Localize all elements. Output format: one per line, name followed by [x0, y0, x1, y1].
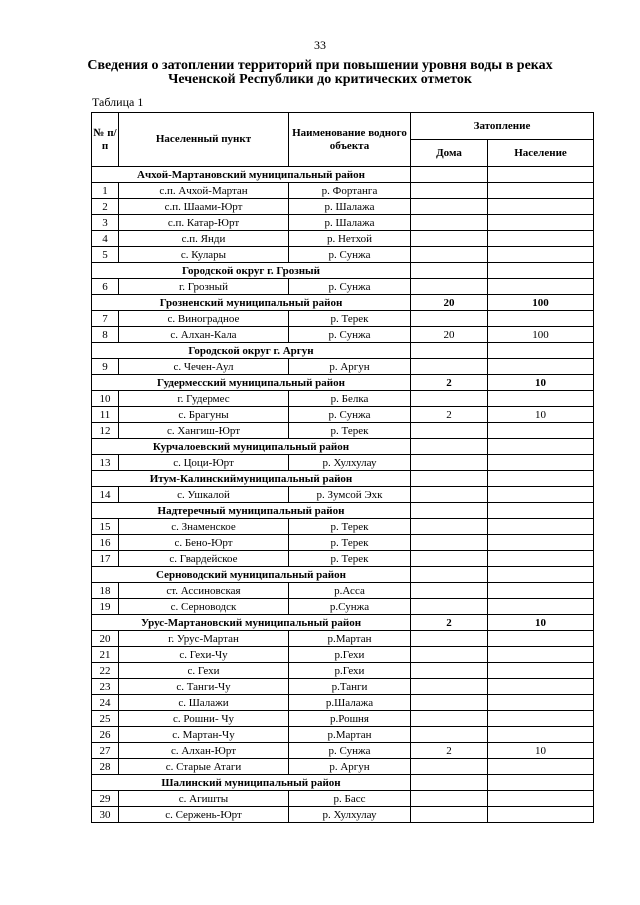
- population-cell: [488, 455, 594, 471]
- table-row: [92, 727, 594, 743]
- settlement-cell: с. Цоци-Юрт: [119, 455, 289, 471]
- houses-cell: [411, 487, 488, 503]
- row-number: 19: [92, 599, 119, 615]
- district-name: Городской округ г. Аргун: [92, 343, 411, 359]
- district-row: [92, 503, 594, 519]
- population-cell: [488, 583, 594, 599]
- settlement-cell: с.п. Шаами-Юрт: [119, 199, 289, 215]
- settlement-cell: с. Алхан-Кала: [119, 327, 289, 343]
- table-row: [92, 791, 594, 807]
- houses-cell: [411, 183, 488, 199]
- population-cell: [488, 807, 594, 823]
- houses-cell: [411, 551, 488, 567]
- row-number: 13: [92, 455, 119, 471]
- houses-cell: [411, 359, 488, 375]
- row-number: 3: [92, 215, 119, 231]
- district-row: [92, 615, 594, 631]
- population-cell: [488, 791, 594, 807]
- houses-cell: [411, 727, 488, 743]
- table-header: [92, 113, 594, 167]
- district-row: [92, 263, 594, 279]
- row-number: 14: [92, 487, 119, 503]
- houses-cell: [411, 775, 488, 791]
- population-cell: [488, 631, 594, 647]
- water-body-cell: р. Басс: [289, 791, 411, 807]
- row-number: 25: [92, 711, 119, 727]
- table-row: [92, 327, 594, 343]
- settlement-cell: с. Ушкалой: [119, 487, 289, 503]
- houses-cell: [411, 423, 488, 439]
- houses-cell: [411, 455, 488, 471]
- houses-cell: [411, 231, 488, 247]
- settlement-cell: с. Рошни- Чу: [119, 711, 289, 727]
- houses-cell: [411, 311, 488, 327]
- population-cell: [488, 535, 594, 551]
- water-body-cell: р.Мартан: [289, 727, 411, 743]
- table-row: [92, 583, 594, 599]
- water-body-cell: р. Зумсой Эхк: [289, 487, 411, 503]
- district-name: Гудермесский муниципальный район: [92, 375, 411, 391]
- population-cell: [488, 711, 594, 727]
- population-cell: [488, 167, 594, 183]
- population-cell: [488, 759, 594, 775]
- table-row: [92, 599, 594, 615]
- settlement-cell: с. Кулары: [119, 247, 289, 263]
- population-cell: [488, 215, 594, 231]
- settlement-cell: с.п. Катар-Юрт: [119, 215, 289, 231]
- water-body-cell: р.Шалажа: [289, 695, 411, 711]
- row-number: 26: [92, 727, 119, 743]
- page-number: 33: [314, 38, 326, 52]
- district-name: Городской округ г. Грозный: [92, 263, 411, 279]
- population-cell: [488, 727, 594, 743]
- header-settlement: Населенный пункт: [119, 113, 289, 167]
- water-body-cell: р.Рошня: [289, 711, 411, 727]
- district-name: Грозненский муниципальный район: [92, 295, 411, 311]
- water-body-cell: р.Танги: [289, 679, 411, 695]
- population-cell: 10: [488, 615, 594, 631]
- houses-cell: 2: [411, 407, 488, 423]
- houses-cell: [411, 535, 488, 551]
- settlement-cell: ст. Ассиновская: [119, 583, 289, 599]
- header-row-1: [92, 113, 594, 140]
- district-row: [92, 375, 594, 391]
- water-body-cell: р. Нетхой: [289, 231, 411, 247]
- title-line-2: Чеченской Республики до критических отметок: [168, 72, 472, 87]
- population-cell: [488, 775, 594, 791]
- row-number: 7: [92, 311, 119, 327]
- settlement-cell: с. Брагуны: [119, 407, 289, 423]
- table-row: [92, 231, 594, 247]
- population-cell: [488, 679, 594, 695]
- water-body-cell: р. Аргун: [289, 759, 411, 775]
- settlement-cell: с.п. Янди: [119, 231, 289, 247]
- population-cell: [488, 551, 594, 567]
- header-population: Население: [488, 140, 594, 167]
- houses-cell: [411, 711, 488, 727]
- flooding-table: [91, 112, 594, 823]
- district-name: Надтеречный муниципальный район: [92, 503, 411, 519]
- water-body-cell: р.Сунжа: [289, 599, 411, 615]
- houses-cell: [411, 471, 488, 487]
- district-name: Серноводский муниципальный район: [92, 567, 411, 583]
- row-number: 11: [92, 407, 119, 423]
- water-body-cell: р.Мартан: [289, 631, 411, 647]
- row-number: 12: [92, 423, 119, 439]
- population-cell: [488, 471, 594, 487]
- settlement-cell: г. Гудермес: [119, 391, 289, 407]
- settlement-cell: с. Чечен-Аул: [119, 359, 289, 375]
- population-cell: 100: [488, 327, 594, 343]
- water-body-cell: р. Терек: [289, 519, 411, 535]
- table-row: [92, 391, 594, 407]
- district-name: Итум-Калинскиймуниципальный район: [92, 471, 411, 487]
- settlement-cell: с. Агишты: [119, 791, 289, 807]
- houses-cell: [411, 759, 488, 775]
- table-row: [92, 807, 594, 823]
- district-row: [92, 471, 594, 487]
- header-water-body: Наименование водного объекта: [289, 113, 411, 167]
- row-number: 16: [92, 535, 119, 551]
- population-cell: 10: [488, 743, 594, 759]
- table-row: [92, 695, 594, 711]
- water-body-cell: р.Гехи: [289, 663, 411, 679]
- settlement-cell: с. Хангиш-Юрт: [119, 423, 289, 439]
- settlement-cell: с. Шалажи: [119, 695, 289, 711]
- row-number: 23: [92, 679, 119, 695]
- houses-cell: [411, 647, 488, 663]
- table-row: [92, 215, 594, 231]
- row-number: 6: [92, 279, 119, 295]
- district-name: Курчалоевский муниципальный район: [92, 439, 411, 455]
- water-body-cell: р. Терек: [289, 551, 411, 567]
- district-name: Урус-Мартановский муниципальный район: [92, 615, 411, 631]
- houses-cell: 2: [411, 615, 488, 631]
- row-number: 28: [92, 759, 119, 775]
- houses-cell: [411, 519, 488, 535]
- houses-cell: [411, 631, 488, 647]
- district-row: [92, 439, 594, 455]
- table-row: [92, 359, 594, 375]
- row-number: 29: [92, 791, 119, 807]
- settlement-cell: с. Старые Атаги: [119, 759, 289, 775]
- houses-cell: [411, 167, 488, 183]
- population-cell: [488, 503, 594, 519]
- houses-cell: 2: [411, 743, 488, 759]
- table-row: [92, 183, 594, 199]
- population-cell: [488, 599, 594, 615]
- row-number: 18: [92, 583, 119, 599]
- row-number: 20: [92, 631, 119, 647]
- houses-cell: [411, 503, 488, 519]
- houses-cell: [411, 599, 488, 615]
- settlement-cell: с. Сержень-Юрт: [119, 807, 289, 823]
- houses-cell: [411, 263, 488, 279]
- population-cell: [488, 279, 594, 295]
- population-cell: [488, 487, 594, 503]
- houses-cell: [411, 663, 488, 679]
- houses-cell: [411, 695, 488, 711]
- district-row: [92, 167, 594, 183]
- water-body-cell: р. Терек: [289, 423, 411, 439]
- district-row: [92, 295, 594, 311]
- population-cell: [488, 391, 594, 407]
- settlement-cell: с. Алхан-Юрт: [119, 743, 289, 759]
- water-body-cell: р. Сунжа: [289, 743, 411, 759]
- row-number: 22: [92, 663, 119, 679]
- water-body-cell: р. Хулхулау: [289, 807, 411, 823]
- settlement-cell: с. Гехи-Чу: [119, 647, 289, 663]
- water-body-cell: р. Аргун: [289, 359, 411, 375]
- houses-cell: 20: [411, 295, 488, 311]
- table-row: [92, 311, 594, 327]
- water-body-cell: р. Шалажа: [289, 215, 411, 231]
- population-cell: 10: [488, 407, 594, 423]
- population-cell: [488, 519, 594, 535]
- water-body-cell: р. Фортанга: [289, 183, 411, 199]
- settlement-cell: с. Серноводск: [119, 599, 289, 615]
- table-row: [92, 663, 594, 679]
- water-body-cell: р. Терек: [289, 535, 411, 551]
- table-row: [92, 711, 594, 727]
- district-row: [92, 775, 594, 791]
- population-cell: [488, 647, 594, 663]
- houses-cell: [411, 583, 488, 599]
- table-row: [92, 759, 594, 775]
- row-number: 24: [92, 695, 119, 711]
- population-cell: [488, 663, 594, 679]
- water-body-cell: р. Хулхулау: [289, 455, 411, 471]
- water-body-cell: р. Сунжа: [289, 247, 411, 263]
- population-cell: [488, 311, 594, 327]
- row-number: 1: [92, 183, 119, 199]
- houses-cell: [411, 279, 488, 295]
- document-title: [80, 59, 560, 87]
- water-body-cell: р. Шалажа: [289, 199, 411, 215]
- district-row: [92, 567, 594, 583]
- population-cell: 10: [488, 375, 594, 391]
- table-row: [92, 631, 594, 647]
- table-row: [92, 679, 594, 695]
- settlement-cell: с.п. Ачхой-Мартан: [119, 183, 289, 199]
- water-body-cell: р.Гехи: [289, 647, 411, 663]
- table-row: [92, 743, 594, 759]
- water-body-cell: р. Сунжа: [289, 279, 411, 295]
- houses-cell: [411, 199, 488, 215]
- row-number: 15: [92, 519, 119, 535]
- row-number: 4: [92, 231, 119, 247]
- houses-cell: [411, 679, 488, 695]
- settlement-cell: с. Гвардейское: [119, 551, 289, 567]
- population-cell: [488, 343, 594, 359]
- district-name: Ачхой-Мартановский муниципальный район: [92, 167, 411, 183]
- water-body-cell: р. Сунжа: [289, 327, 411, 343]
- houses-cell: [411, 215, 488, 231]
- table-row: [92, 535, 594, 551]
- header-flooding: Затопление: [411, 113, 594, 140]
- houses-cell: [411, 567, 488, 583]
- title-line-1: Сведения о затоплении территорий при повышении уровня воды в реках: [87, 58, 553, 73]
- row-number: 17: [92, 551, 119, 567]
- houses-cell: 2: [411, 375, 488, 391]
- houses-cell: [411, 343, 488, 359]
- row-number: 21: [92, 647, 119, 663]
- table-row: [92, 455, 594, 471]
- houses-cell: [411, 247, 488, 263]
- settlement-cell: с. Знаменское: [119, 519, 289, 535]
- table-row: [92, 647, 594, 663]
- district-row: [92, 343, 594, 359]
- district-name: Шалинский муниципальный район: [92, 775, 411, 791]
- settlement-cell: с. Гехи: [119, 663, 289, 679]
- row-number: 9: [92, 359, 119, 375]
- settlement-cell: с. Мартан-Чу: [119, 727, 289, 743]
- settlement-cell: с. Виноградное: [119, 311, 289, 327]
- table-row: [92, 407, 594, 423]
- houses-cell: [411, 439, 488, 455]
- houses-cell: [411, 791, 488, 807]
- water-body-cell: р. Сунжа: [289, 407, 411, 423]
- houses-cell: [411, 807, 488, 823]
- header-num: № п/п: [92, 113, 119, 167]
- population-cell: [488, 695, 594, 711]
- water-body-cell: р. Белка: [289, 391, 411, 407]
- population-cell: [488, 199, 594, 215]
- header-houses: Дома: [411, 140, 488, 167]
- population-cell: [488, 359, 594, 375]
- settlement-cell: г. Грозный: [119, 279, 289, 295]
- table-row: [92, 247, 594, 263]
- row-number: 27: [92, 743, 119, 759]
- houses-cell: [411, 391, 488, 407]
- population-cell: [488, 247, 594, 263]
- population-cell: [488, 263, 594, 279]
- houses-cell: 20: [411, 327, 488, 343]
- table-row: [92, 519, 594, 535]
- population-cell: [488, 567, 594, 583]
- row-number: 5: [92, 247, 119, 263]
- table-body: [92, 167, 594, 823]
- water-body-cell: р. Терек: [289, 311, 411, 327]
- settlement-cell: с. Бено-Юрт: [119, 535, 289, 551]
- water-body-cell: р.Асса: [289, 583, 411, 599]
- table-row: [92, 551, 594, 567]
- population-cell: [488, 183, 594, 199]
- settlement-cell: г. Урус-Мартан: [119, 631, 289, 647]
- population-cell: [488, 439, 594, 455]
- table-row: [92, 279, 594, 295]
- population-cell: [488, 231, 594, 247]
- settlement-cell: с. Танги-Чу: [119, 679, 289, 695]
- table-row: [92, 199, 594, 215]
- row-number: 8: [92, 327, 119, 343]
- table-row: [92, 487, 594, 503]
- row-number: 30: [92, 807, 119, 823]
- row-number: 10: [92, 391, 119, 407]
- row-number: 2: [92, 199, 119, 215]
- population-cell: 100: [488, 295, 594, 311]
- population-cell: [488, 423, 594, 439]
- table-row: [92, 423, 594, 439]
- table-label: Таблица 1: [92, 95, 144, 109]
